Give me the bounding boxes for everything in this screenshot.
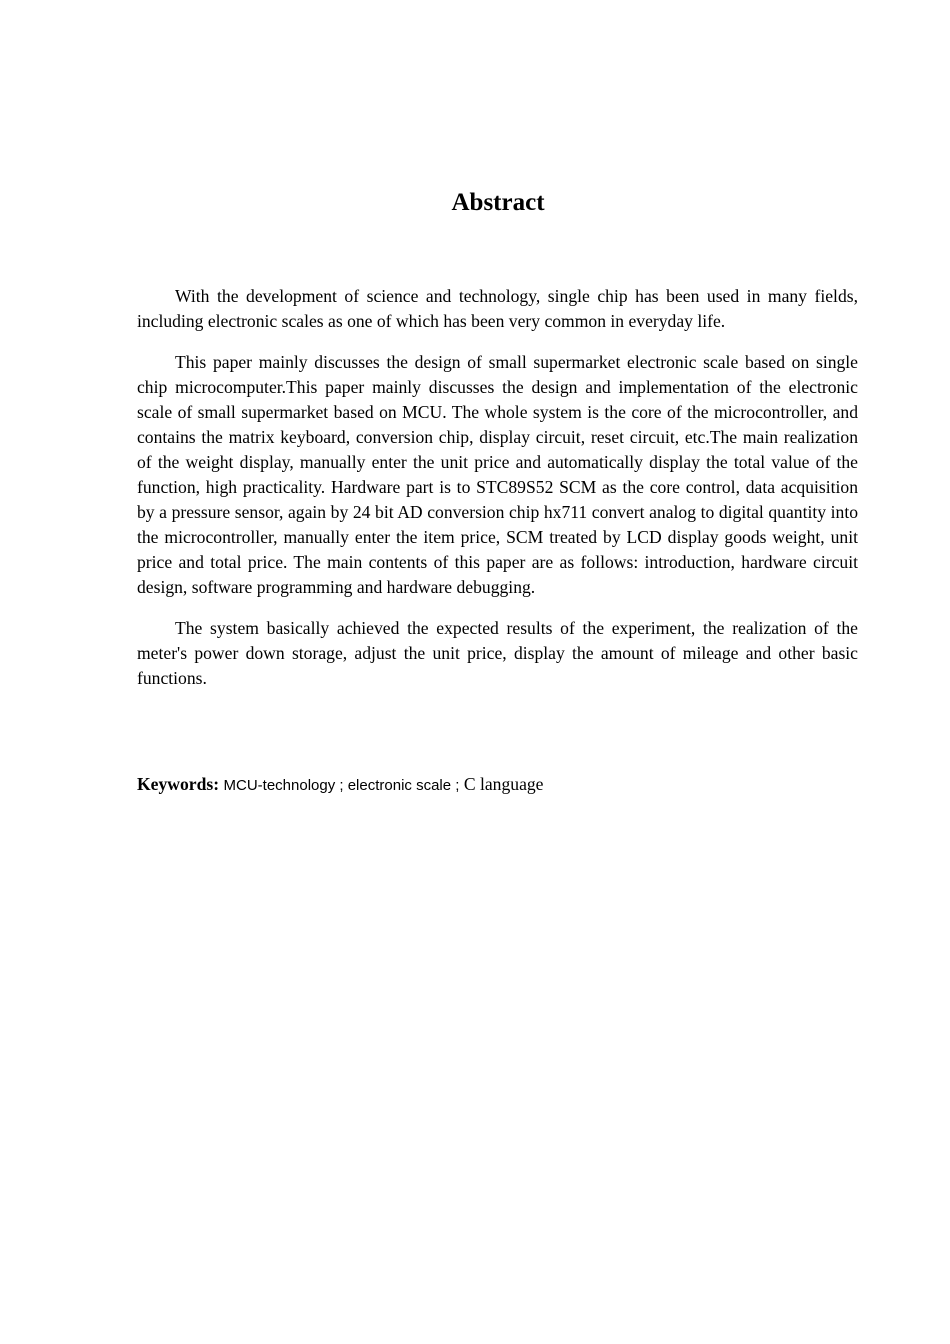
abstract-body [137,284,858,707]
abstract-paragraph-1: With the development of science and technology, single chip has been used in many fields, including electronic scales as one of which has been very common in everyday life. [137,286,858,331]
keywords-line [137,771,858,799]
keywords-label: Keywords: [137,774,220,794]
abstract-title: Abstract [451,189,545,216]
abstract-paragraph-3: The system basically achieved the expected results of the experiment, the realization of the meter's power down storage, adjust the unit price, display the amount of mileage and other basic functions. [137,618,858,688]
keywords-last: C language [463,774,544,794]
keywords-list: MCU-technology ; electronic scale ; [223,777,460,794]
abstract-paragraph-2: This paper mainly discusses the design of small supermarket electronic scale based on single chip microcomputer.This paper mainly discusses the design and implementation of the electronic scale of small supermarket based on MCU. The whole system is the core of the microcontroller, and contains the matrix keyboard, conversion chip, display circuit, reset circuit, etc.The main realization of the weight display, manually enter the unit price and automatically display the total value of the function, high practicality. Hardware part is to STC89S52 SCM as the core control, data acquisition by a pressure sensor, again by 24 bit AD conversion chip hx711 convert analog to digital quantity into the microcontroller, manually enter the item price, SCM treated by LCD display goods weight, unit price and total price. The main contents of this paper are as follows: introduction, hardware circuit design, software programming and hardware debugging. [137,352,858,597]
